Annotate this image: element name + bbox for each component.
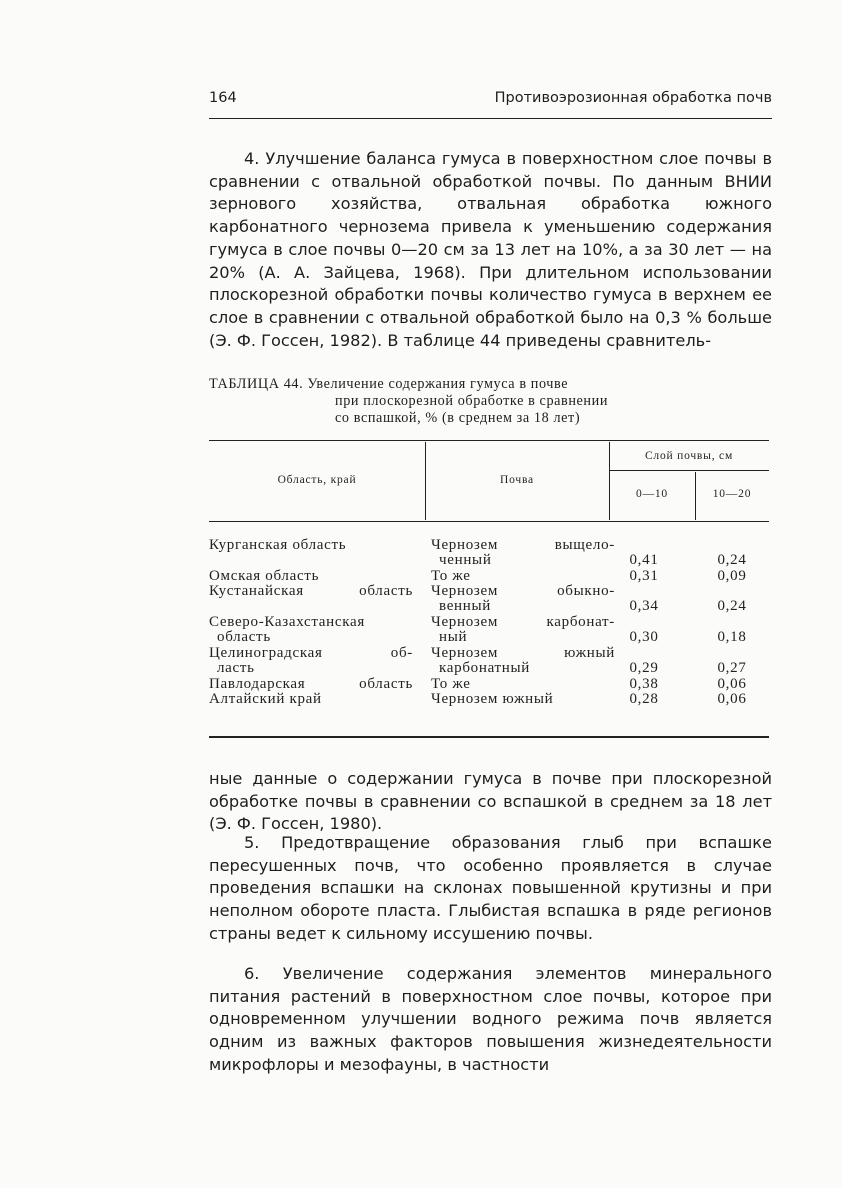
table-top-rule	[209, 440, 769, 441]
table-row	[209, 615, 769, 646]
caption-line-1: ТАБЛИЦА 44. Увеличение содержания гумуса в почве	[209, 376, 569, 392]
cell-value-10-20: 0,06	[717, 676, 747, 692]
cell-value-0-10: 0,34	[629, 598, 659, 614]
table-caption	[209, 376, 772, 427]
table-row	[209, 646, 769, 677]
cell-soil: Чернозем выщело- ченный	[431, 537, 615, 569]
layer-header-rule	[609, 470, 769, 471]
table-row	[209, 584, 769, 615]
running-title: Противоэрозионная обработка почв	[494, 90, 772, 106]
paragraph-4-continued: ные данные о содержании гумуса в почве при плоскорезной обработке почвы в сравнении со вспашкой в среднем за 18 лет (Э. Ф. Госсен, 1980).	[209, 769, 772, 834]
cell-value-10-20: 0,06	[717, 691, 747, 707]
header-bottom-rule	[209, 521, 769, 522]
cell-value-0-10: 0,31	[629, 568, 659, 584]
caption-line-2: при плоскорезной обработке в сравнении	[335, 393, 609, 409]
paragraph-6: 6. Увеличение содержания элементов минерального питания растений в поверхностном слое почвы, которое при одновременном улучшении водного режима почв является одним из важных факторов повышения жизнедеятельности микрофлоры и мезофауны, в частности	[209, 964, 772, 1074]
table-row	[209, 538, 769, 569]
paragraph-4: 4. Улучшение баланса гумуса в поверхностном слое почвы в сравнении с отвальной обработкой почвы. По данным ВНИИ зернового хозяйства, отвальная обработка южного карбонатного чернозема привела к уменьшению содержания гумуса в слое почвы 0—20 см за 13 лет на 10%, а за 30 лет — на 20% (А. А. Зайцева, 1968). При длительном использовании плоскорезной обработки почвы количество гумуса в верхнем ее слое в сравнении с отвальной обработкой было на 0,3 % больше (Э. Ф. Госсен, 1982). В таблице 44 приведены сравнитель-	[209, 149, 772, 350]
cell-region: Кустанайская область	[209, 583, 413, 599]
cell-soil: То же	[431, 676, 471, 692]
table-row	[209, 692, 769, 707]
header-soil: Почва	[500, 474, 534, 486]
table-row	[209, 569, 769, 584]
caption-line-3: со вспашкой, % (в среднем за 18 лет)	[335, 410, 581, 426]
cell-soil: Чернозем карбонат- ный	[431, 614, 615, 646]
paragraph-5: 5. Предотвращение образования глыб при вспашке пересушенных почв, что особенно проявляется в случае проведения вспашки на склонах повышенной крутизны и при неполном обороте пласта. Глыбистая вспашка в ряде регионов страны ведет к сильному иссушению почвы.	[209, 833, 772, 943]
cell-value-0-10: 0,28	[629, 691, 659, 707]
header-rule	[209, 118, 772, 119]
header-layer-10-20: 10—20	[712, 488, 752, 500]
cell-soil: То же	[431, 568, 471, 584]
cell-soil: Чернозем южный карбонатный	[431, 645, 615, 677]
table-bottom-rule	[209, 736, 769, 738]
cell-value-0-10: 0,41	[629, 552, 659, 568]
cell-soil: Чернозем обыкно- венный	[431, 583, 615, 615]
cell-value-10-20: 0,24	[717, 552, 747, 568]
cell-value-0-10: 0,38	[629, 676, 659, 692]
cell-value-10-20: 0,09	[717, 568, 747, 584]
table-body	[209, 538, 769, 707]
header-layer-0-10: 0—10	[636, 488, 668, 500]
cell-value-0-10: 0,29	[629, 660, 659, 676]
header-region: Область, край	[277, 474, 357, 486]
cell-value-10-20: 0,24	[717, 598, 747, 614]
cell-region: Курганская область	[209, 537, 347, 553]
table-row	[209, 677, 769, 692]
cell-region: Северо-Казахстанская область	[209, 614, 365, 646]
cell-value-10-20: 0,27	[717, 660, 747, 676]
cell-region: Алтайский край	[209, 691, 322, 707]
page-number: 164	[209, 90, 237, 106]
cell-region: Омская область	[209, 568, 320, 584]
header-layer: Слой почвы, см	[644, 450, 734, 462]
cell-soil: Чернозем южный	[431, 691, 554, 707]
cell-value-0-10: 0,30	[629, 629, 659, 645]
cell-value-10-20: 0,18	[717, 629, 747, 645]
cell-region: Целиноградская об- ласть	[209, 645, 413, 677]
cell-region: Павлодарская область	[209, 676, 413, 692]
